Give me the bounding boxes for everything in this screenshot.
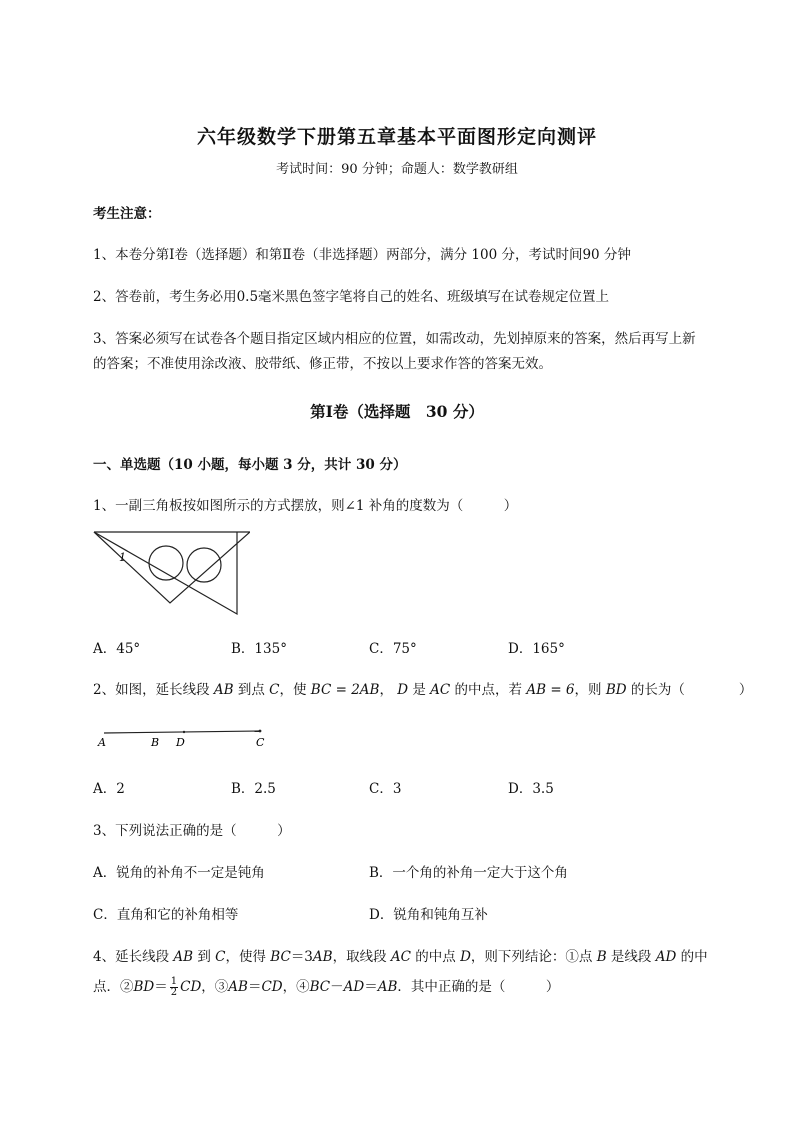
question-4-stem-line2: 点．②BD＝ $\frac{1}{2}$ CD，③AB＝CD，④BC－AD＝AB．其中正确的是（ ）: [93, 976, 560, 998]
triangle-a: [94, 532, 250, 603]
fraction-one-half: $\frac{1}{2}$: [170, 976, 178, 998]
notice-item-3: 3、答案必须写在试卷各个题目指定区域内相应的位置，如需改动，先划掉原来的答案，然后再写上新: [93, 331, 696, 347]
question-4-stem-line1: 4、延长线段 AB 到 C，使得 BC＝3AB，取线段 AC 的中点 D，则下列结论：①点 B 是线段 AD 的中: [93, 949, 708, 965]
circle-right: [187, 548, 221, 582]
q1-option-b: B．135°: [231, 641, 287, 657]
q3-option-b: B．一个角的补角一定大于这个角: [369, 865, 568, 881]
notice-item-2: 2、答卷前，考生务必用0.5毫米黑色签字笔将自己的姓名、班级填写在试卷规定位置上: [93, 289, 610, 305]
notice-item-3-cont: 的答案；不准使用涂改液、胶带纸、修正带，不按以上要求作答的答案无效。: [93, 356, 552, 372]
notice-item-1: 1、本卷分第Ⅰ卷（选择题）和第Ⅱ卷（非选择题）两部分，满分 100 分，考试时间90 分钟: [93, 247, 631, 263]
label-b: B: [151, 736, 160, 749]
angle-1-label: 1: [119, 551, 126, 564]
triangle-b: [94, 532, 237, 614]
part-heading: 一、单选题（10 小题，每小题 3 分，共计 30 分）: [93, 457, 407, 473]
exam-info: 考试时间：90 分钟；命题人：数学教研组: [276, 162, 518, 177]
q1-option-c: C．75°: [369, 641, 417, 657]
notice-heading: 考生注意：: [93, 206, 161, 222]
segment-ac: [104, 731, 260, 733]
section-title: 第Ⅰ卷（选择题 30 分）: [310, 402, 484, 421]
q3-option-c: C．直角和它的补角相等: [93, 907, 239, 923]
question-1-stem: 1、一副三角板按如图所示的方式摆放，则∠1 补角的度数为（ ）: [93, 498, 518, 514]
triangle-set-figure: [92, 528, 250, 618]
q2-option-a: A．2: [93, 781, 125, 797]
q3-option-d: D．锐角和钝角互补: [369, 907, 488, 923]
point-d: [183, 731, 185, 733]
label-c: C: [256, 736, 265, 749]
q2-option-c: C．3: [369, 781, 402, 797]
circle-left: [149, 546, 183, 580]
q3-option-a: A．锐角的补角不一定是钝角: [93, 865, 265, 881]
q1-option-d: D．165°: [508, 641, 565, 657]
label-d: D: [176, 736, 185, 749]
page-title: 六年级数学下册第五章基本平面图形定向测评: [196, 126, 597, 148]
q1-option-a: A．45°: [93, 641, 141, 657]
q2-option-b: B．2.5: [231, 781, 276, 797]
segment-figure: [94, 722, 274, 750]
question-2-stem: 2、如图，延长线段 AB 到点 C，使 BC = 2AB， D 是 AC 的中点，若 AB = 6，则 BD 的长为（ ）: [93, 682, 753, 698]
q2-option-d: D．3.5: [508, 781, 554, 797]
label-a: A: [98, 736, 106, 749]
question-3-stem: 3、下列说法正确的是（ ）: [93, 823, 291, 839]
point-c: [259, 730, 262, 733]
